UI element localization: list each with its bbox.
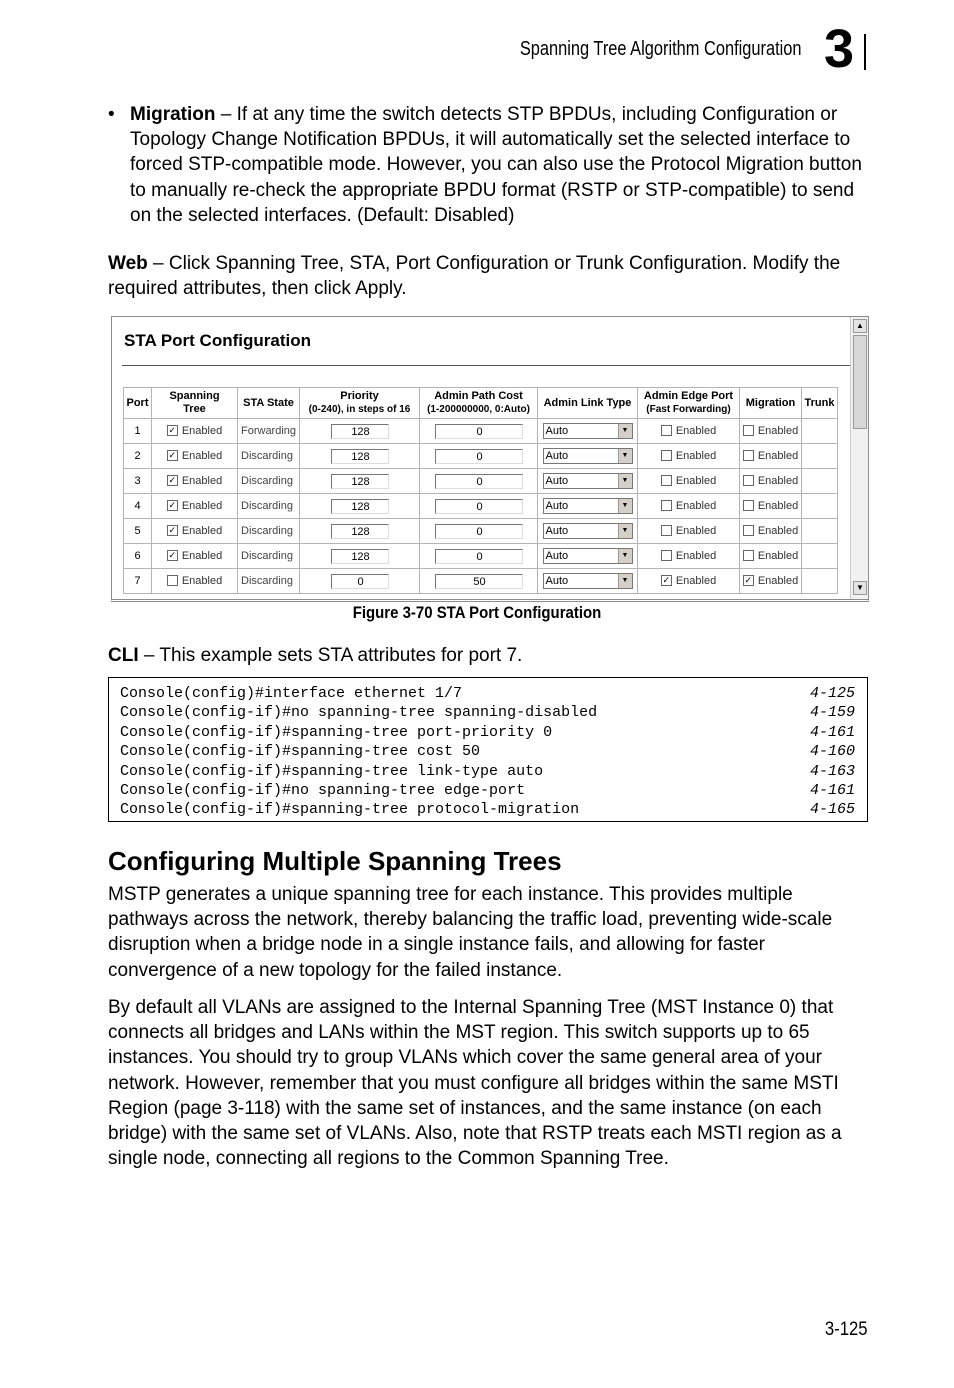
cli-command: Console(config)#interface ethernet 1/7	[120, 685, 463, 702]
edge-port-enabled-label: Enabled	[675, 550, 717, 563]
table-row	[124, 419, 838, 444]
cli-command: Console(config-if)#spanning-tree cost 50	[120, 743, 481, 761]
path-cost-cell	[420, 569, 538, 594]
section-paragraph-1: MSTP generates a unique spanning tree for each instance. This provides multiple pathways across the network, thereby balancing the traffic load, preventing wide-scale disruption when a bridge node in a single instance fails, and allowing for faster convergence of a new topology for the failed instance.	[108, 884, 833, 981]
cli-command: Console(config-if)#no spanning-tree edge-port	[120, 782, 526, 799]
col-path-cost: Admin Path Cost (1-200000000, 0:Auto)	[420, 388, 538, 419]
path-cost-input[interactable]: 0	[435, 474, 523, 489]
cli-page-reference: 4-163	[809, 762, 855, 780]
dropdown-arrow-icon[interactable]: ▼	[618, 574, 632, 588]
edge-port-cell	[638, 469, 740, 494]
sta-state-cell: Discarding	[238, 569, 300, 594]
port-cell: 4	[124, 494, 152, 519]
priority-input[interactable]: 128	[331, 524, 389, 539]
edge-port-enabled-checkbox[interactable]	[661, 500, 672, 511]
port-cell: 1	[124, 419, 152, 444]
priority-cell	[300, 544, 420, 569]
migration-enabled-checkbox[interactable]	[743, 500, 754, 511]
priority-input[interactable]: 128	[331, 424, 389, 439]
cli-command: Console(config-if)#spanning-tree link-type auto	[120, 762, 544, 780]
migration-enabled-checkbox[interactable]	[743, 525, 754, 536]
cli-page-reference: 4-125	[809, 685, 855, 702]
bullet-text	[130, 102, 868, 228]
section-heading: Configuring Multiple Spanning Trees	[108, 846, 562, 876]
migration-enabled-checkbox[interactable]	[743, 425, 754, 436]
table-row	[124, 569, 838, 594]
spanning-tree-enabled-checkbox[interactable]: ✓	[168, 549, 177, 560]
migration-enabled-label: Enabled	[757, 450, 799, 463]
edge-port-cell	[638, 519, 740, 544]
chapter-number: 3	[824, 19, 855, 79]
path-cost-cell	[420, 519, 538, 544]
cli-term: CLI	[108, 645, 139, 666]
link-type-value: Auto	[545, 575, 569, 587]
migration-enabled-label: Enabled	[757, 475, 799, 488]
edge-port-enabled-checkbox[interactable]	[661, 550, 672, 561]
title-separator	[122, 365, 850, 366]
table-row	[124, 444, 838, 469]
priority-cell	[300, 419, 420, 444]
table-header-row	[124, 388, 838, 419]
trunk-cell	[802, 519, 838, 544]
spanning-tree-cell	[152, 569, 238, 594]
cli-page-reference: 4-160	[809, 743, 855, 761]
trunk-cell	[802, 419, 838, 444]
cli-page-reference: 4-159	[809, 704, 855, 722]
spanning-tree-cell	[152, 444, 238, 469]
cli-command: Console(config-if)#no spanning-tree spanning-disabled	[120, 704, 598, 722]
priority-input[interactable]: 128	[331, 549, 389, 564]
header-divider	[864, 34, 866, 70]
edge-port-enabled-label: Enabled	[675, 475, 717, 488]
migration-enabled-label: Enabled	[757, 500, 799, 513]
web-paragraph	[108, 251, 868, 301]
col-spanning-tree: Spanning Tree	[152, 388, 238, 419]
dropdown-arrow-icon[interactable]: ▼	[618, 474, 632, 488]
link-type-cell	[538, 444, 638, 469]
link-type-select[interactable]	[543, 423, 633, 439]
cli-page-reference: 4-161	[809, 723, 855, 741]
page-number: 3-125	[825, 1319, 868, 1340]
spanning-tree-enabled-checkbox[interactable]: ✓	[168, 449, 177, 460]
spanning-tree-enabled-label: Enabled	[181, 500, 223, 513]
migration-cell	[740, 544, 802, 569]
path-cost-cell	[420, 494, 538, 519]
spanning-tree-enabled-checkbox[interactable]: ✓	[168, 524, 177, 535]
vertical-scrollbar[interactable]	[850, 317, 868, 599]
port-cell: 7	[124, 569, 152, 594]
link-type-select[interactable]	[543, 523, 633, 539]
port-cell: 5	[124, 519, 152, 544]
sta-state-cell: Discarding	[238, 494, 300, 519]
spanning-tree-enabled-checkbox[interactable]: ✓	[168, 424, 177, 435]
sta-state-cell: Discarding	[238, 519, 300, 544]
migration-enabled-checkbox[interactable]	[743, 450, 754, 461]
migration-bullet	[108, 102, 868, 228]
col-migration: Migration	[740, 388, 802, 419]
link-type-cell	[538, 469, 638, 494]
migration-enabled-label: Enabled	[757, 575, 799, 588]
priority-input[interactable]: 128	[331, 499, 389, 514]
link-type-cell	[538, 419, 638, 444]
bullet-body: – If at any time the switch detects STP BPDUs, including Configuration or Topology Change Notification BPDUs, it will automatically set the selected interface to forced STP-compatible mode. However, you can also use the Protocol Migration button to manually re-check the appropriate BPDU format (RSTP or STP-compatible) to send on the selected interfaces. (Default: Disabled)	[130, 104, 862, 226]
cli-command: Console(config-if)#spanning-tree port-priority 0	[120, 723, 553, 741]
sta-state-cell: Discarding	[238, 444, 300, 469]
link-type-value: Auto	[545, 500, 569, 512]
trunk-cell	[802, 469, 838, 494]
spanning-tree-cell	[152, 494, 238, 519]
link-type-cell	[538, 569, 638, 594]
link-type-select[interactable]	[543, 473, 633, 489]
link-type-cell	[538, 544, 638, 569]
path-cost-input[interactable]: 0	[435, 549, 523, 564]
screenshot-title: STA Port Configuration	[124, 331, 311, 350]
cli-body: – This example sets STA attributes for port 7.	[138, 645, 523, 666]
migration-cell	[740, 469, 802, 494]
col-priority: Priority (0-240), in steps of 16	[300, 388, 420, 419]
trunk-cell	[802, 494, 838, 519]
col-port: Port	[124, 388, 152, 419]
cli-code-box	[108, 677, 868, 822]
edge-port-cell	[638, 494, 740, 519]
trunk-cell	[802, 569, 838, 594]
scroll-up-icon[interactable]: ▲	[853, 319, 867, 333]
migration-enabled-label: Enabled	[757, 550, 799, 563]
sta-state-cell: Discarding	[238, 544, 300, 569]
migration-cell	[740, 519, 802, 544]
migration-enabled-label: Enabled	[757, 425, 799, 438]
path-cost-cell	[420, 469, 538, 494]
edge-port-cell	[638, 419, 740, 444]
port-cell: 6	[124, 544, 152, 569]
migration-cell	[740, 569, 802, 594]
migration-cell	[740, 419, 802, 444]
dropdown-arrow-icon[interactable]: ▼	[618, 424, 632, 438]
link-type-value: Auto	[545, 425, 569, 437]
dropdown-arrow-icon[interactable]: ▼	[618, 449, 632, 463]
edge-port-enabled-label: Enabled	[675, 525, 717, 538]
spanning-tree-enabled-label: Enabled	[181, 525, 223, 538]
col-trunk: Trunk	[802, 388, 838, 419]
edge-port-enabled-label: Enabled	[675, 450, 717, 463]
web-body: – Click Spanning Tree, STA, Port Configuration or Trunk Configuration. Modify the required attributes, then click Apply.	[108, 253, 841, 300]
link-type-cell	[538, 494, 638, 519]
path-cost-input[interactable]: 0	[435, 524, 523, 539]
table-row	[124, 519, 838, 544]
priority-input[interactable]: 128	[331, 449, 389, 464]
table-row	[124, 469, 838, 494]
link-type-value: Auto	[545, 475, 569, 487]
link-type-value: Auto	[545, 525, 569, 537]
link-type-select[interactable]	[543, 548, 633, 564]
edge-port-cell	[638, 569, 740, 594]
path-cost-input[interactable]: 0	[435, 449, 523, 464]
sta-port-table	[123, 387, 838, 594]
spanning-tree-enabled-checkbox[interactable]	[167, 575, 178, 586]
col-edge-port: Admin Edge Port (Fast Forwarding)	[638, 388, 740, 419]
dropdown-arrow-icon[interactable]: ▼	[618, 524, 632, 538]
port-cell: 2	[124, 444, 152, 469]
priority-cell	[300, 569, 420, 594]
scroll-down-icon[interactable]: ▼	[853, 581, 867, 595]
priority-input[interactable]: 128	[331, 474, 389, 489]
col-link-type: Admin Link Type	[538, 388, 638, 419]
bullet-term: Migration	[130, 104, 216, 125]
spanning-tree-enabled-label: Enabled	[181, 450, 223, 463]
edge-port-enabled-label: Enabled	[675, 425, 717, 438]
migration-enabled-checkbox[interactable]	[743, 475, 754, 486]
dropdown-arrow-icon[interactable]: ▼	[618, 549, 632, 563]
sta-port-config-screenshot	[111, 316, 869, 602]
table-row	[124, 544, 838, 569]
migration-enabled-checkbox[interactable]: ✓	[744, 574, 753, 585]
sta-state-cell: Forwarding	[238, 419, 300, 444]
edge-port-enabled-checkbox[interactable]	[661, 525, 672, 536]
link-type-select[interactable]	[543, 498, 633, 514]
migration-enabled-label: Enabled	[757, 525, 799, 538]
dropdown-arrow-icon[interactable]: ▼	[618, 499, 632, 513]
scroll-thumb[interactable]	[853, 335, 867, 429]
path-cost-cell	[420, 419, 538, 444]
migration-enabled-checkbox[interactable]	[743, 550, 754, 561]
running-header-title: Spanning Tree Algorithm Configuration	[520, 38, 802, 60]
spanning-tree-enabled-label: Enabled	[181, 425, 223, 438]
edge-port-cell	[638, 444, 740, 469]
web-term: Web	[108, 253, 148, 274]
bullet-marker: •	[108, 104, 115, 125]
link-type-value: Auto	[545, 550, 569, 562]
spanning-tree-enabled-checkbox[interactable]: ✓	[168, 474, 177, 485]
cli-page-reference: 4-165	[809, 801, 855, 819]
path-cost-input[interactable]: 0	[435, 499, 523, 514]
section-paragraph-2: By default all VLANs are assigned to the Internal Spanning Tree (MST Instance 0) that connects all bridges and LANs within the MST region. This switch supports up to 65 instances. You should try to group VLANs which cover the same general area of your network. However, remember that you must configure all bridges within the same MSTI Region (page 3-118) with the same set of instances, and the same instance (on each bridge) with the same set of VLANs. Also, note that RSTP treats each MSTI region as a single node, connecting all regions to the Common Spanning Tree.	[108, 997, 842, 1170]
spanning-tree-cell	[152, 419, 238, 444]
migration-cell	[740, 444, 802, 469]
spanning-tree-cell	[152, 469, 238, 494]
priority-cell	[300, 519, 420, 544]
path-cost-cell	[420, 544, 538, 569]
edge-port-enabled-checkbox[interactable]	[661, 425, 672, 436]
cli-command: Console(config-if)#spanning-tree protocol-migration	[120, 801, 580, 819]
spanning-tree-cell	[152, 519, 238, 544]
cli-paragraph	[108, 643, 868, 668]
spanning-tree-cell	[152, 544, 238, 569]
edge-port-cell	[638, 544, 740, 569]
trunk-cell	[802, 444, 838, 469]
spanning-tree-enabled-label: Enabled	[181, 575, 223, 588]
edge-port-enabled-label: Enabled	[675, 500, 717, 513]
link-type-select[interactable]	[543, 448, 633, 464]
edge-port-enabled-checkbox[interactable]	[661, 450, 672, 461]
edge-port-enabled-checkbox[interactable]	[661, 475, 672, 486]
figure-caption: Figure 3-70 STA Port Configuration	[352, 603, 602, 622]
col-sta-state: STA State	[238, 388, 300, 419]
spanning-tree-enabled-checkbox[interactable]: ✓	[168, 499, 177, 510]
edge-port-enabled-checkbox[interactable]: ✓	[662, 574, 671, 585]
table-row	[124, 494, 838, 519]
spanning-tree-enabled-label: Enabled	[181, 550, 223, 563]
port-cell: 3	[124, 469, 152, 494]
path-cost-input[interactable]: 50	[435, 574, 523, 589]
path-cost-input[interactable]: 0	[435, 424, 523, 439]
priority-cell	[300, 469, 420, 494]
priority-cell	[300, 444, 420, 469]
trunk-cell	[802, 544, 838, 569]
sta-state-cell: Discarding	[238, 469, 300, 494]
link-type-cell	[538, 519, 638, 544]
edge-port-enabled-label: Enabled	[675, 575, 717, 588]
priority-cell	[300, 494, 420, 519]
priority-input[interactable]: 0	[331, 574, 389, 589]
migration-cell	[740, 494, 802, 519]
spanning-tree-enabled-label: Enabled	[181, 475, 223, 488]
link-type-select[interactable]	[543, 573, 633, 589]
path-cost-cell	[420, 444, 538, 469]
cli-page-reference: 4-161	[809, 782, 855, 799]
link-type-value: Auto	[545, 450, 569, 462]
